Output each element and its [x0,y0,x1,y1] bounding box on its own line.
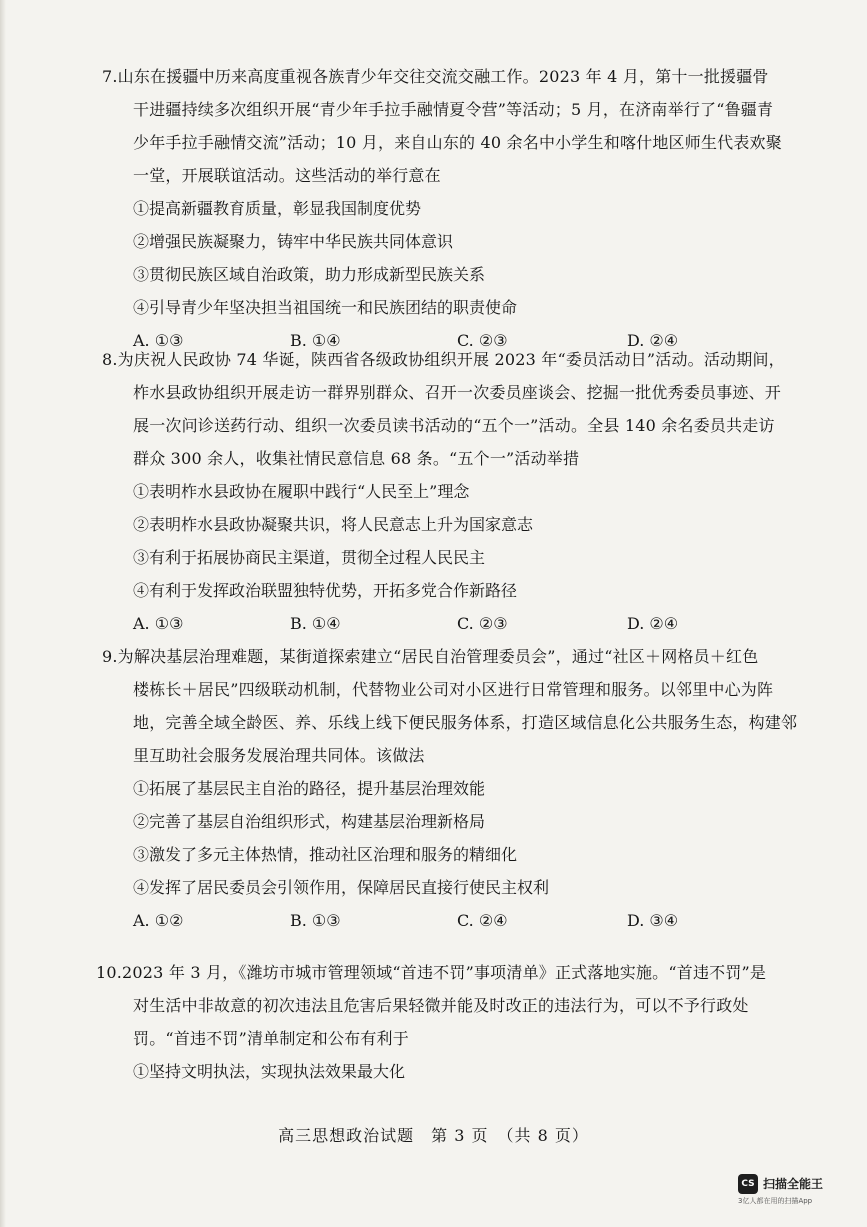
question-number: 9. [102,647,118,666]
statement-option: ④引导青少年坚决担当祖国统一和民族团结的职责使命 [133,298,518,317]
choice-b: B. ①④ [290,614,341,633]
choice-a: A. ①③ [133,331,184,350]
scanner-app-tagline: 3亿人都在用的扫描App [738,1197,813,1205]
scanner-app-name: 扫描全能王 [763,1177,824,1191]
statement-option: ②表明柞水县政协凝聚共识，将人民意志上升为国家意志 [133,515,534,534]
choice-b: B. ①③ [290,911,341,930]
choice-c: C. ②③ [457,331,508,350]
scan-shadow-edge [0,0,6,1227]
statement-option: ①坚持文明执法，实现执法效果最大化 [133,1062,406,1081]
question-number: 8. [102,350,118,369]
question-9 [102,640,830,937]
statement-option: ④有利于发挥政治联盟独特优势，开拓多党合作新路径 [133,581,518,600]
statement-option: ②完善了基层自治组织形式，构建基层治理新格局 [133,812,486,831]
statement-option: ④发挥了居民委员会引领作用，保障居民直接行使民主权利 [133,878,550,897]
statement-option: ②增强民族凝聚力，铸牢中华民族共同体意识 [133,232,454,251]
answer-choices [133,904,830,937]
choice-a: A. ①② [133,911,184,930]
statement-option: ③激发了多元主体热情，推动社区治理和服务的精细化 [133,845,518,864]
question-stem: 8.为庆祝人民政协 74 华诞，陕西省各级政协组织开展 2023 年“委员活动日”活动。活动期间， 柞水县政协组织开展走访一群界别群众、召开一次委员座谈会、挖掘一批优秀委员事迹、开 展一次问诊送药行动、组织一次委员读书活动的“五个一”活动。全县 140 余名委员共走访 群众 300 余人，收集社情民意信息 68 条。“五个一”活动举措 [118,343,830,475]
statement-option: ①拓展了基层民主自治的路径，提升基层治理效能 [133,779,486,798]
choice-d: D. ③④ [627,911,679,930]
question-8 [102,343,830,640]
statement-option: ③贯彻民族区域自治政策，助力形成新型民族关系 [133,265,486,284]
choice-c: C. ②③ [457,614,508,633]
answer-choices [133,607,830,640]
statement-option: ③有利于拓展协商民主渠道，贯彻全过程人民民主 [133,548,486,567]
statement-option: ①表明柞水县政协在履职中践行“人民至上”理念 [133,482,470,501]
statement-option: ①提高新疆教育质量，彰显我国制度优势 [133,199,422,218]
question-stem: 7.山东在援疆中历来高度重视各族青少年交往交流交融工作。2023 年 4 月，第十一批援疆骨 干进疆持续多次组织开展“青少年手拉手融情夏令营”等活动；5 月，在济南举行了“鲁疆青 少年手拉手融情交流”活动；10 月，来自山东的 40 余名中小学生和喀什地区师生代表欢聚 一堂，开展联谊活动。这些活动的举行意在 [118,60,830,192]
page-footer: 高三思想政治试题 第 3 页 （共 8 页） [278,1126,589,1145]
choice-d: D. ②④ [627,614,679,633]
question-number: 10. [96,963,123,982]
choice-c: C. ②④ [457,911,508,930]
choice-b: B. ①④ [290,331,341,350]
question-10 [96,956,830,1088]
scanner-app-badge [738,1172,838,1212]
camscanner-logo-icon: CS [738,1174,758,1194]
question-stem: 10.2023 年 3 月，《潍坊市城市管理领域“首违不罚”事项清单》正式落地实施。“首违不罚”是 对生活中非故意的初次违法且危害后果轻微并能及时改正的违法行为，可以不予行政处 罚。“首违不罚”清单制定和公布有利于 [118,956,830,1055]
question-stem: 9.为解决基层治理难题，某街道探索建立“居民自治管理委员会”，通过“社区＋网格员＋红色 楼栋长＋居民”四级联动机制，代替物业公司对小区进行日常管理和服务。以邻里中心为阵 地，完善全域全龄医、养、乐线上线下便民服务体系，打造区域信息化公共服务生态，构建邻 里互助社会服务发展治理共同体。该做法 [118,640,830,772]
question-number: 7. [102,67,118,86]
choice-d: D. ②④ [627,331,679,350]
question-7 [102,60,830,357]
choice-a: A. ①③ [133,614,184,633]
